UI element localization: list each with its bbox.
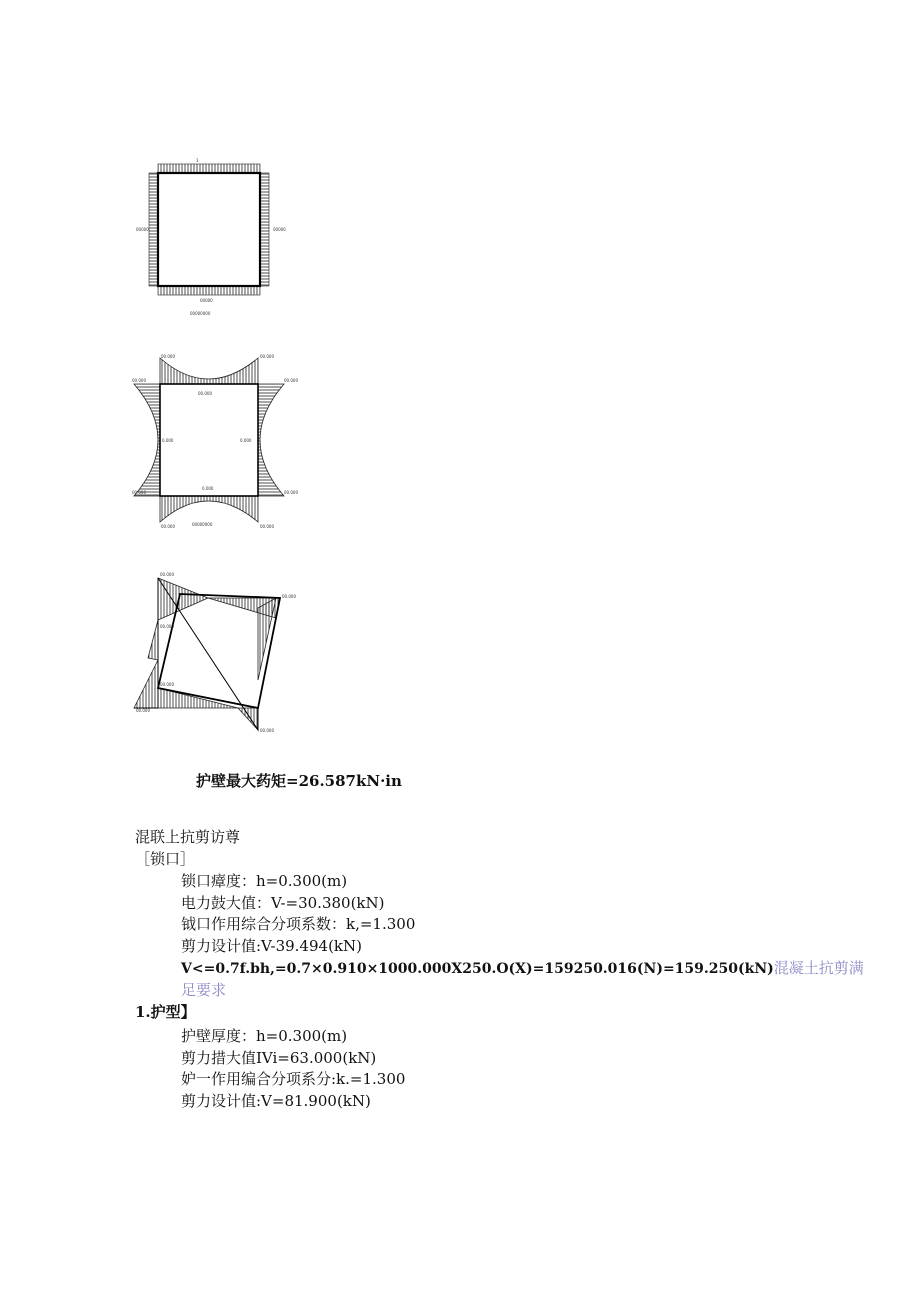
shear-label-6: 00.000 xyxy=(260,728,274,733)
wall-thickness: 护壁厚度：h=0.300(m) xyxy=(181,1027,348,1045)
wall-max-shear: 剪力措大值IVi=63.000(kN) xyxy=(181,1049,377,1067)
axial-right-label: 00000 xyxy=(273,227,286,232)
axial-bottom-label: 00000 xyxy=(200,298,213,303)
moment-side-left: 0.000 xyxy=(162,438,174,443)
axial-force-diagram xyxy=(130,155,300,325)
shear-label-3: 00.000 xyxy=(160,624,174,629)
moment-label-3: 00.000 xyxy=(132,378,146,383)
wall-design-value: 剪力设计值:V=81.900(kN) xyxy=(181,1092,371,1110)
lock-factor: 钺口作用综合分项系数：k,=1.300 xyxy=(181,915,416,933)
shear-label-2: 00.000 xyxy=(282,594,296,599)
shear-label-4: 00.000 xyxy=(160,682,174,687)
moment-side-top: 00.000 xyxy=(198,391,212,396)
wall-factor: 妒一作用编合分项系分:k.=1.300 xyxy=(181,1070,406,1088)
lock-check-result-cont: 足要求 xyxy=(181,981,227,999)
axial-caption: 00000000 xyxy=(190,311,211,316)
moment-side-right: 0.000 xyxy=(240,438,252,443)
lock-check-result: 混凝土抗剪满 xyxy=(773,959,864,977)
moment-label-1: 00.000 xyxy=(161,354,175,359)
wall-header-text: 1.护型】 xyxy=(135,1003,196,1021)
moment-label-4: 00.000 xyxy=(284,378,298,383)
max-moment-text: 护壁最大药矩=26.587kN·in xyxy=(196,772,402,790)
moment-label-7: 00.000 xyxy=(161,524,175,529)
wall-header xyxy=(135,1002,196,1022)
lock-thickness: 锁口瘴度：h=0.300(m) xyxy=(181,872,348,890)
moment-label-5: 00.000 xyxy=(132,490,146,495)
shear-label-1: 00.000 xyxy=(160,572,174,577)
shear-label-5: 00.000 xyxy=(136,708,150,713)
moment-label-2: 00.000 xyxy=(260,354,274,359)
section-title: 混联上抗剪访尊 xyxy=(135,828,241,846)
moment-label-8: 00.000 xyxy=(260,524,274,529)
moment-caption: 00000000 xyxy=(192,522,213,527)
shear-diagram xyxy=(130,568,300,740)
moment-side-bottom: 0.000 xyxy=(202,486,214,491)
axial-left-label: 00000 xyxy=(136,227,149,232)
lock-check xyxy=(181,958,864,979)
lock-design-value: 剪力设计值:V-39.494(kN) xyxy=(181,937,362,955)
lock-max-shear: 电力鼓大值：V-=30.380(kN) xyxy=(181,894,385,912)
moment-diagram xyxy=(128,350,308,535)
lock-check-formula: V<=0.7f.bh,=0.7×0.910×1000.000X250.O(X)=159250.016(N)=159.250(kN) xyxy=(181,961,774,977)
lock-header: ［锁口］ xyxy=(135,850,196,868)
axial-top-label: 1 xyxy=(196,158,199,163)
moment-label-6: 00.000 xyxy=(284,490,298,495)
